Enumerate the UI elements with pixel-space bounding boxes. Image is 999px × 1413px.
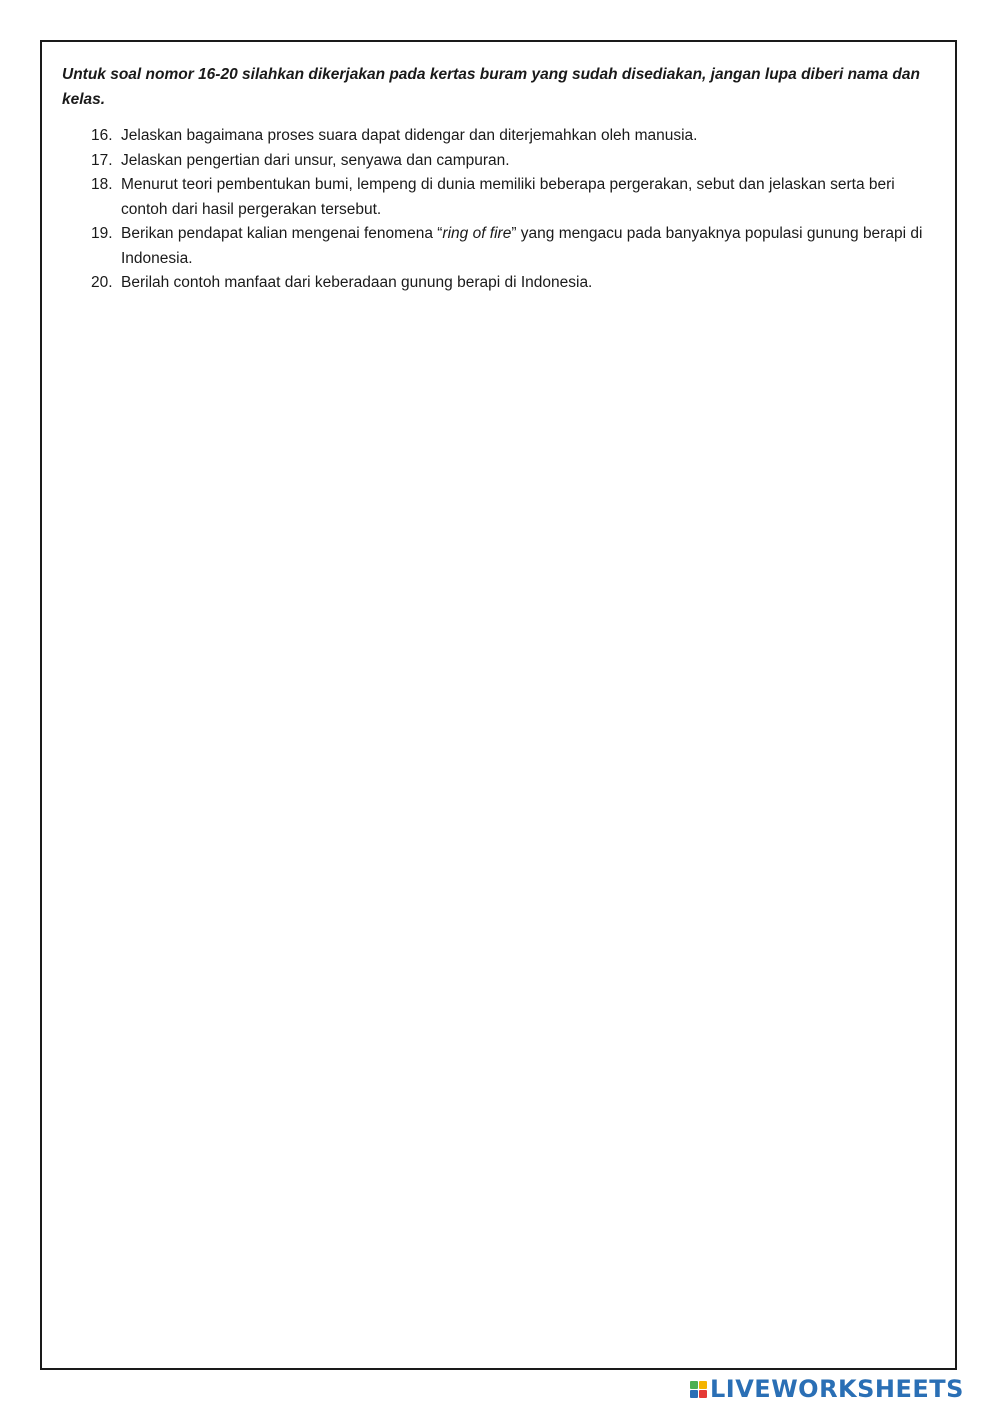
logo-square-red (699, 1390, 707, 1398)
question-text: Berilah contoh manfaat dari keberadaan gunung berapi di Indonesia. (121, 274, 593, 291)
instruction-text: Untuk soal nomor 16-20 silahkan dikerjakan pada kertas buram yang sudah disediakan, jangan lupa diberi nama dan kelas. (62, 66, 920, 108)
liveworksheets-logo (690, 1373, 964, 1405)
question-text: Menurut teori pembentukan bumi, lempeng di dunia memiliki beberapa pergerakan, sebut dan jelaskan serta beri contoh dari hasil pergerakan tersebut. (121, 176, 895, 218)
question-list (62, 124, 937, 296)
logo-text: LIVEWORKSHEETS (710, 1375, 964, 1403)
liveworksheets-logo-icon (690, 1381, 707, 1398)
question-item-16 (62, 124, 937, 149)
question-text-before: Berikan pendapat kalian mengenai fenomena “ (121, 225, 443, 242)
question-text: Jelaskan bagaimana proses suara dapat didengar dan diterjemahkan oleh manusia. (121, 127, 698, 144)
worksheet-frame (40, 40, 957, 1370)
question-text-after: ” yang mengacu pada banyaknya populasi gunung berapi di Indonesia. (121, 225, 923, 267)
question-text: Jelaskan pengertian dari unsur, senyawa dan campuran. (121, 151, 510, 169)
logo-square-green (690, 1381, 698, 1389)
question-item-18 (62, 173, 937, 222)
question-number: 20. (91, 274, 113, 291)
logo-square-yellow (699, 1381, 707, 1389)
question-item-20 (62, 271, 937, 296)
logo-square-blue (690, 1390, 698, 1398)
question-number: 19. (91, 225, 113, 242)
question-item-17 (62, 149, 937, 174)
question-item-19 (62, 222, 937, 271)
question-number: 16. (91, 127, 113, 144)
question-number: 17. (91, 151, 113, 169)
question-number: 18. (91, 176, 113, 193)
question-text-italic: ring of fire (442, 225, 512, 242)
